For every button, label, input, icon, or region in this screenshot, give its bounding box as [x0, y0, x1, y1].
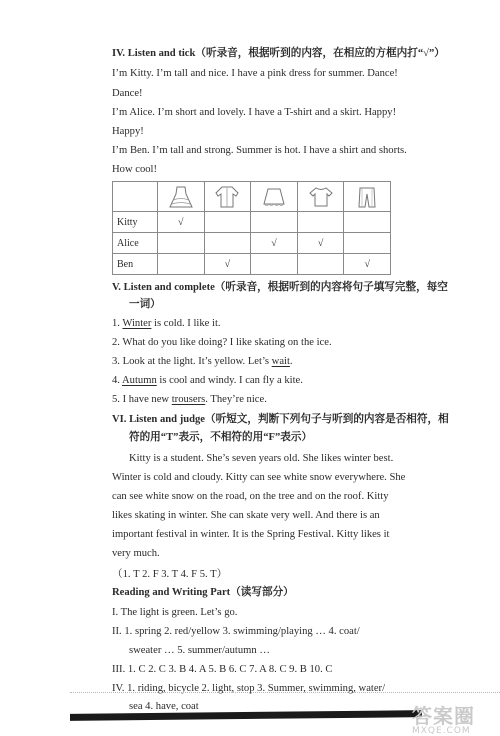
paragraph-line: Winter is cold and cloudy. Kitty can see white snow everywhere. She: [112, 472, 406, 483]
complete-item: [112, 393, 267, 407]
paragraph-line: likes skating in winter. She can skate very well. And there is an: [112, 510, 380, 521]
item-text: 1.: [112, 318, 123, 329]
answer-line: I. The light is green. Let’s go.: [112, 607, 238, 618]
tick-cell: [204, 212, 251, 233]
answer-word: skating: [254, 337, 286, 348]
complete-item: [112, 336, 332, 350]
paragraph-line: important festival in winter. It is the Spring Festival. Kitty likes it: [112, 529, 390, 540]
table-image-cell: [158, 182, 205, 212]
item-text: 2. What do you like doing? I like: [112, 337, 255, 348]
item-text: . They’re nice.: [205, 394, 267, 405]
answer-line: sweater … 5. summer/autumn …: [129, 645, 270, 656]
item-text: 4.: [112, 375, 123, 386]
item-text: 5. I have new: [112, 394, 172, 405]
row-name: Ben: [113, 254, 158, 275]
answer-word: Autumn: [122, 375, 157, 386]
tick-cell: √: [158, 212, 205, 233]
answer-line: II. 1. spring 2. red/yellow 3. swimming/playing … 4. coat/: [112, 626, 360, 637]
tick-table: [112, 181, 391, 275]
text-line: I’m Alice. I’m short and lovely. I have a T-shirt and a skirt. Happy!: [112, 107, 397, 118]
tick-cell: [297, 212, 344, 233]
table-row: [113, 254, 391, 275]
section-v-heading-cont: 一词）: [129, 299, 161, 310]
text-line: How cool!: [112, 164, 158, 175]
section-v-heading: V. Listen and complete（听录音，根据听到的内容将句子填写完整，每空: [112, 282, 448, 293]
item-text: 3. Look at the light. It’s yellow. Let’s: [112, 356, 272, 367]
answer-word: wait: [271, 356, 290, 367]
text-line: Dance!: [112, 88, 143, 99]
paragraph-line: can see white snow on the road, on the tree and on the roof. Kitty: [112, 491, 389, 502]
watermark-url: MXQE.COM: [412, 726, 471, 736]
tick-cell: √: [297, 233, 344, 254]
tick-cell: √: [251, 233, 298, 254]
reading-writing-heading: Reading and Writing Part（读写部分）: [112, 587, 294, 598]
text-line: Happy!: [112, 126, 144, 137]
row-name: Kitty: [113, 212, 158, 233]
complete-item: [112, 355, 293, 369]
jacket-icon: [214, 185, 240, 209]
tick-cell: [204, 233, 251, 254]
answer-word: trousers: [171, 394, 206, 405]
answer-line: III. 1. C 2. C 3. B 4. A 5. B 6. C 7. A 8. C 9. B 10. C: [112, 664, 333, 675]
footer-bar: [70, 710, 422, 721]
answer-line: sea 4. have, coat: [129, 701, 199, 712]
tick-cell: [251, 254, 298, 275]
tshirt-icon: [308, 185, 334, 209]
section-vi-heading: VI. Listen and judge（听短文，判断下列句子与听到的内容是否相符，相: [112, 414, 449, 425]
row-name: Alice: [113, 233, 158, 254]
item-text: is cool and windy. I can fly a kite.: [156, 375, 303, 386]
watermark-logo: [412, 700, 475, 736]
skirt-icon: [261, 185, 287, 209]
item-text: .: [289, 356, 293, 367]
table-image-cell: [344, 182, 391, 212]
tick-cell: [158, 254, 205, 275]
item-text: is cold. I like it.: [151, 318, 221, 329]
tick-cell: [344, 212, 391, 233]
paragraph-line: very much.: [112, 548, 160, 559]
table-image-cell: [204, 182, 251, 212]
judge-answers: （1. T 2. F 3. T 4. F 5. T）: [112, 569, 228, 580]
table-image-cell: [251, 182, 298, 212]
table-row: [113, 212, 391, 233]
text-line: I’m Ben. I’m tall and strong. Summer is hot. I have a shirt and shorts.: [112, 145, 407, 156]
table-corner-cell: [113, 182, 158, 212]
tick-cell: [344, 233, 391, 254]
divider-dotted: [70, 692, 500, 693]
tick-cell: [297, 254, 344, 275]
answer-line: IV. 1. riding, bicycle 2. light, stop 3. Summer, swimming, water/: [112, 683, 386, 694]
complete-item: [112, 317, 221, 331]
paragraph-line: Kitty is a student. She’s seven years old. She likes winter best.: [129, 453, 394, 464]
trousers-icon: [354, 185, 380, 209]
section-iv-heading: IV. Listen and tick（听录音，根据听到的内容，在相应的方框内打“√”）: [112, 48, 445, 59]
section-vi-heading-cont: 符的用“T”表示，不相符的用“F”表示）: [129, 432, 313, 443]
answer-word: Winter: [122, 318, 152, 329]
item-text: on the ice.: [285, 337, 332, 348]
tick-cell: [158, 233, 205, 254]
watermark-title: 答案圈: [412, 704, 475, 728]
tick-cell: √: [204, 254, 251, 275]
complete-item: [112, 374, 303, 388]
tick-cell: √: [344, 254, 391, 275]
table-row: [113, 233, 391, 254]
dress-icon: [168, 185, 194, 209]
table-header-row: [113, 182, 391, 212]
table-image-cell: [297, 182, 344, 212]
tick-cell: [251, 212, 298, 233]
text-line: I’m Kitty. I’m tall and nice. I have a pink dress for summer. Dance!: [112, 68, 398, 79]
